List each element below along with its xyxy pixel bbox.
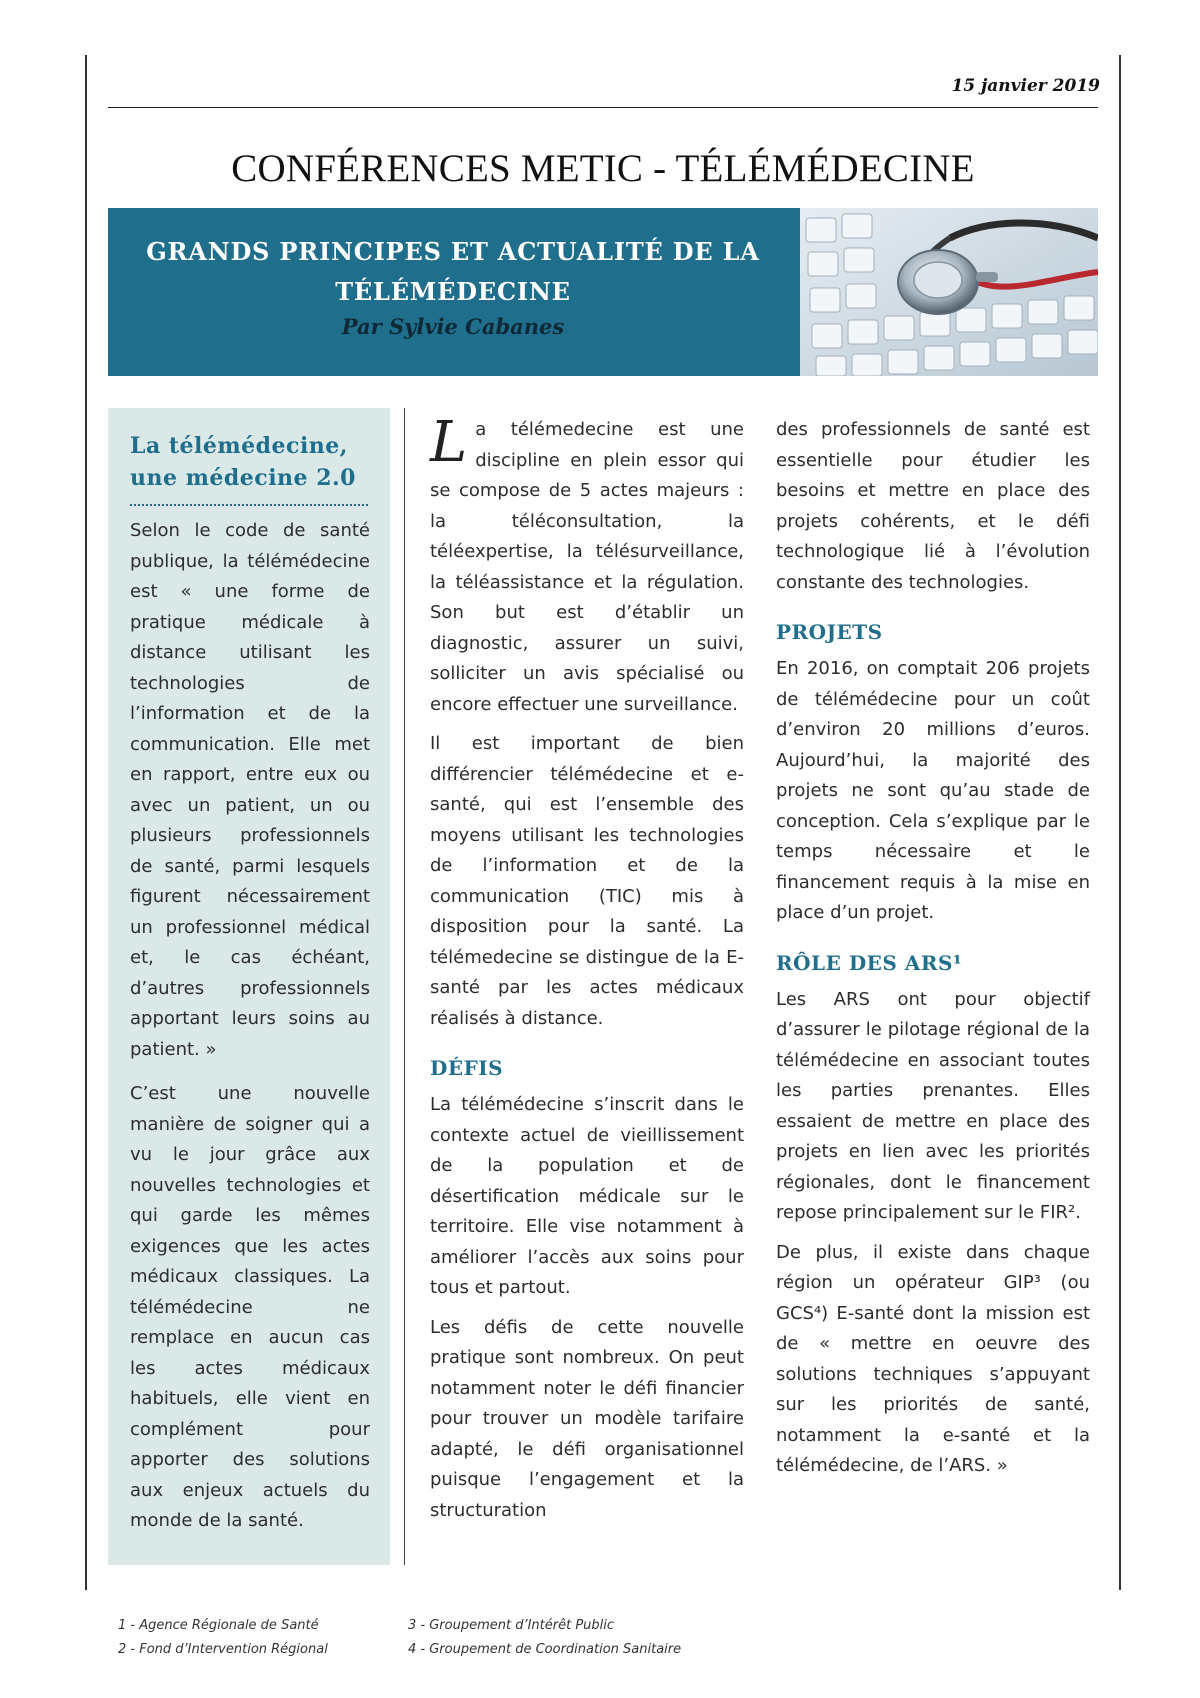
sidebar-box: [108, 408, 390, 1565]
left-margin-rule: [85, 55, 87, 1590]
sidebar-paragraph: C’est une nouvelle manière de soigner qui a vu le jour grâce aux nouvelles technologies et qui garde les mêmes exigences que les actes médicaux classiques. La télémédecine ne remplace en aucun cas les actes médicaux habituels, elle vient en complément pour apporter des solutions aux enjeux actuels du monde de la santé.: [130, 1083, 370, 1531]
body-paragraph: La télémédecine s’inscrit dans le contexte actuel de vieillissement de la population et de désertification médicale sur le territoire. Elle vise notamment à améliorer l’accès aux soins pour tous et partout.: [430, 1094, 744, 1298]
article-banner: [108, 208, 1098, 376]
body-paragraph: Il est important de bien différencier télémédecine et e-santé, qui est l’ensemble des moyens utilisant les technologies de l’information et de la communication (TIC) mis à disposition pour la santé. La télémedecine se distingue de la E-santé par les actes médicaux réalisés à distance.: [430, 733, 744, 1029]
article-author: Par Sylvie Cabanes: [341, 314, 565, 339]
header-rule: [108, 107, 1098, 108]
section-heading-defis: DÉFIS: [430, 1056, 504, 1080]
stethoscope-image: [800, 208, 1098, 376]
body-paragraph: De plus, il existe dans chaque région un opérateur GIP³ (ou GCS⁴) E-santé dont la mission est de « mettre en oeuvre des solutions techniques s’appuyant sur les priorités de santé, notamment la e-santé et la télémédecine, de l’ARS. »: [776, 1241, 1090, 1476]
footnote: 3 - Groupement d’Intérêt Public: [408, 1618, 615, 1633]
drop-cap: L: [430, 410, 468, 475]
article-heading: [108, 232, 798, 312]
intro-paragraph: [430, 410, 744, 720]
page-title: CONFÉRENCES METIC - TÉLÉMÉDECINE: [231, 147, 975, 190]
sidebar-body: [130, 516, 370, 1551]
body-paragraph: des professionnels de santé est essentielle pour étudier les besoins et mettre en place des projets cohérents, et le défi technologique lié à l’évolution constante des technologies.: [776, 419, 1090, 593]
intro-text: a télémedecine est une discipline en plein essor qui se compose de 5 actes majeurs : la téléconsultation, la téléexpertise, la télésurveillance, la téléassistance et la régulation. Son but est d’établir un diagnostic, assurer un suivi, solliciter un avis spécialisé ou encore effectuer une surveillance.: [430, 419, 744, 715]
body-paragraph: Les défis de cette nouvelle pratique sont nombreux. On peut notamment noter le défi financier pour trouver un modèle tarifaire adapté, le défi organisationnel puisque l’engagement et la structuration: [430, 1316, 744, 1521]
body-paragraph: En 2016, on comptait 206 projets de télémédecine pour un coût d’environ 20 millions d’euros. Aujourd’hui, la majorité des projets ne sont qu’au stade de conception. Cela s’explique par le temps nécessaire et le financement requis à la mise en place d’un projet.: [776, 658, 1090, 923]
footnote: 1 - Agence Régionale de Santé: [118, 1618, 319, 1633]
section-heading-projets: PROJETS: [776, 620, 883, 644]
article-column-3: [776, 415, 1090, 1491]
article-heading-line: TÉLÉMÉDECINE: [335, 277, 571, 306]
sidebar-dotted-divider: [130, 504, 368, 506]
banner-text: [108, 232, 798, 339]
column-divider: [404, 408, 405, 1565]
footnote: 2 - Fond d’Intervention Régional: [118, 1642, 328, 1657]
sidebar-paragraph: Selon le code de santé publique, la télémédecine est « une forme de pratique médicale à distance utilisant les technologies de l’information et de la communication. Elle met en rapport, entre eux ou avec un patient, un ou plusieurs professionnels de santé, parmi lesquels figurent nécessairement un professionnel médical et, le cas échéant, d’autres professionnels apportant leurs soins au patient. »: [130, 520, 370, 1060]
article-column-2: [430, 410, 744, 1535]
right-margin-rule: [1119, 55, 1121, 1590]
issue-date: 15 janvier 2019: [951, 76, 1100, 96]
body-paragraph: Les ARS ont pour objectif d’assurer le pilotage régional de la télémédecine en associant toutes les parties prenantes. Elles essaient de mettre en place des projets en lien avec les priorités régionales, dont le financement repose principalement sur le FIR².: [776, 988, 1090, 1223]
section-heading-role-ars: RÔLE DES ARS¹: [776, 950, 963, 975]
article-heading-line: GRANDS PRINCIPES ET ACTUALITÉ DE LA: [146, 237, 760, 266]
sidebar-title: La télémédecine, une médecine 2.0: [130, 433, 356, 491]
stethoscope-keyboard-illustration: [800, 208, 1098, 376]
footnote: 4 - Groupement de Coordination Sanitaire: [408, 1642, 682, 1657]
